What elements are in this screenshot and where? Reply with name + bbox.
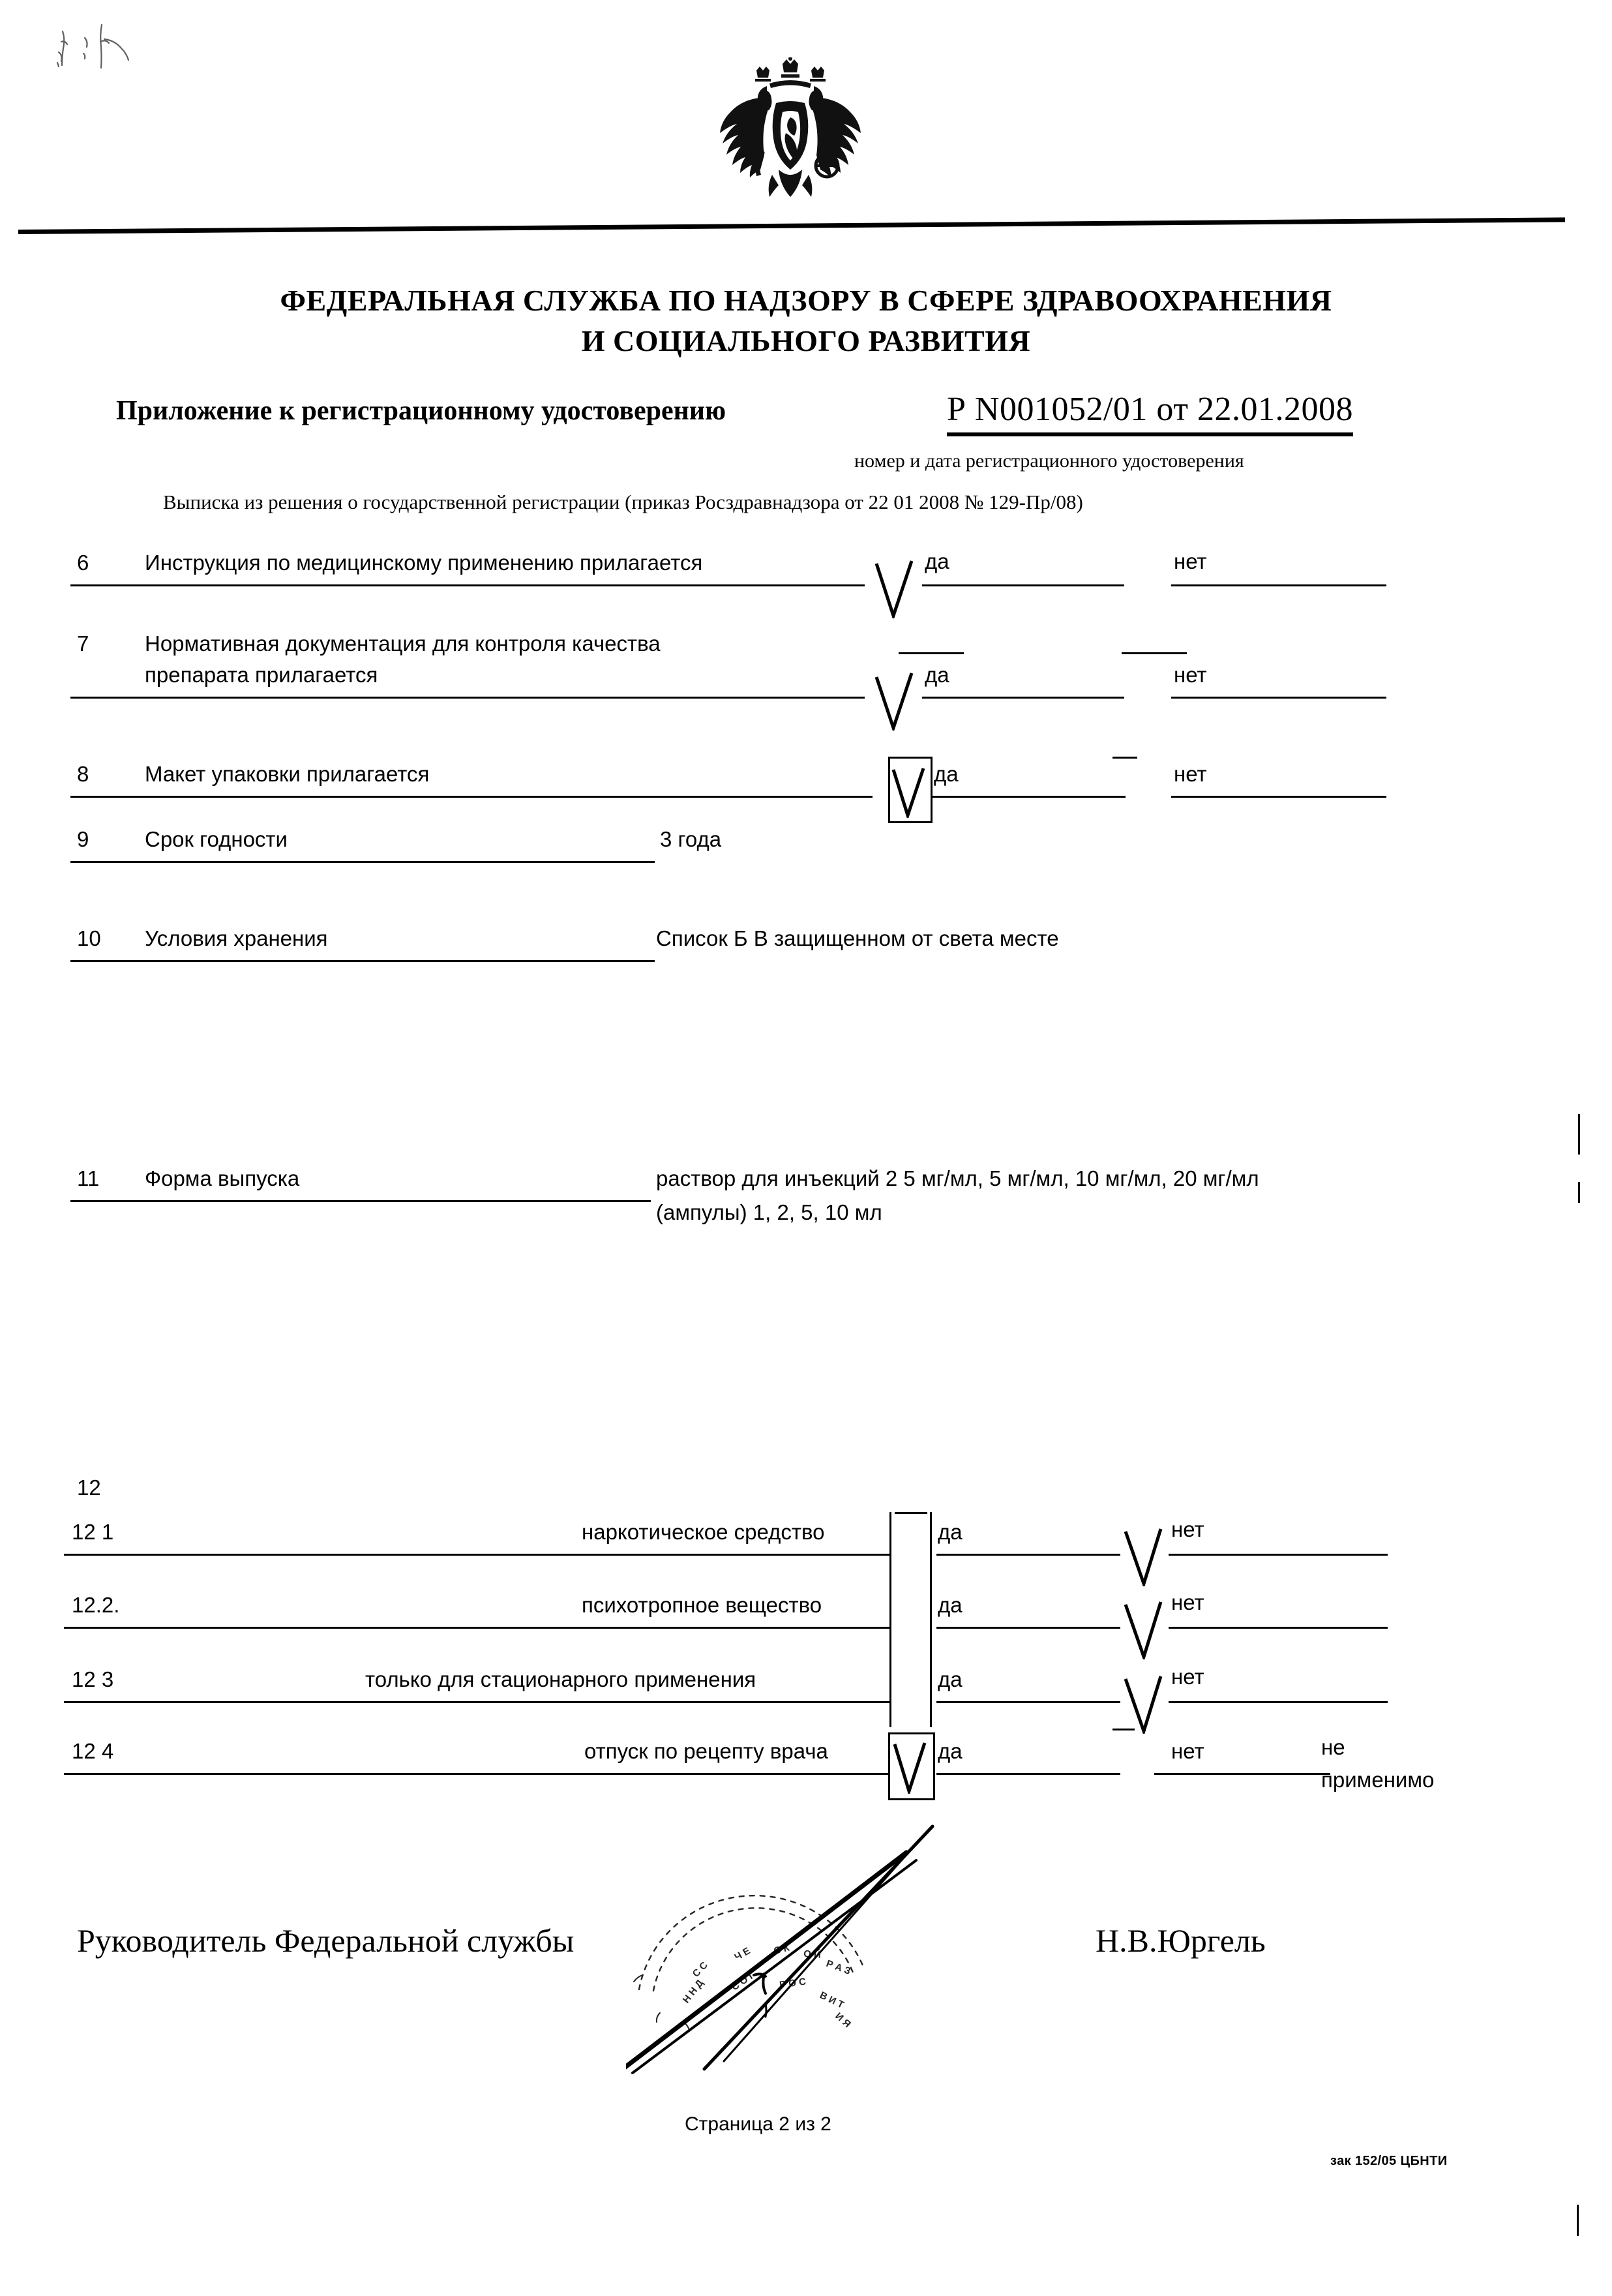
item-8-yes-label: да — [934, 762, 959, 786]
item-12-1-rule — [64, 1554, 889, 1556]
item-9-label: Срок годности — [145, 827, 288, 851]
item-12-4-checkmark-icon — [891, 1739, 929, 1794]
margin-tick-lower — [1578, 1182, 1580, 1203]
item-9-rule — [70, 861, 655, 863]
extract-statement: Выписка из решения о государственной регистрации (приказ Росздравнадзора от 22 01 2008 № 129-Пр/08) — [163, 491, 1083, 513]
item-12-4-no-label: нет — [1171, 1739, 1204, 1763]
item-6-label: Инструкция по медицинскому применению прилагается — [145, 551, 703, 575]
svg-text:Р А З: Р А З — [824, 1957, 852, 1977]
item-7-label-line2: препарата прилагается — [145, 663, 378, 687]
item-11-rule — [70, 1200, 651, 1202]
item-7-rule — [70, 697, 865, 699]
item-7-no-label: нет — [1174, 663, 1207, 687]
item-12-2-yes-label: да — [938, 1593, 963, 1617]
item-7-number: 7 — [77, 631, 89, 656]
item-11-number: 11 — [77, 1166, 100, 1190]
item-12-1-checkmark-icon — [1123, 1526, 1163, 1586]
item-12-3-number: 12 3 — [72, 1667, 114, 1691]
svg-text:С С: С С — [690, 1959, 710, 1980]
item-9-number: 9 — [77, 827, 89, 851]
item-8-label: Макет упаковки прилагается — [145, 762, 430, 786]
item-7-no-rule-top — [1122, 652, 1187, 654]
item-12-4-na-label-line2: применимо — [1321, 1768, 1435, 1792]
item-6-number: 6 — [77, 551, 89, 575]
section-12-divider-left — [889, 1512, 891, 1727]
item-11-label: Форма выпуска — [145, 1166, 300, 1190]
margin-tick-upper — [1578, 1114, 1580, 1155]
item-6-checkmark-icon — [874, 558, 914, 618]
item-6-no-label: нет — [1174, 549, 1207, 573]
organization-title-line1: ФЕДЕРАЛЬНАЯ СЛУЖБА ПО НАДЗОРУ В СФЕРЕ ЗДРАВООХРАНЕНИЯ — [280, 284, 1332, 317]
item-12-1-yes-label: да — [938, 1520, 963, 1544]
item-12-4-number: 12 4 — [72, 1739, 114, 1763]
item-7-yes-rule — [922, 697, 1124, 699]
item-6-no-rule — [1171, 584, 1386, 586]
russian-coat-of-arms-icon — [699, 57, 882, 214]
item-7-yes-label: да — [925, 663, 949, 687]
svg-text:С К: С К — [772, 1942, 791, 1957]
item-6-yes-rule — [922, 584, 1124, 586]
item-8-no-rule — [1171, 796, 1386, 798]
section-12-number: 12 — [77, 1475, 101, 1500]
item-12-2-number: 12.2. — [72, 1593, 120, 1617]
item-12-3-label: только для стационарного применения — [365, 1667, 756, 1691]
svg-text:С О Г: С О Г — [729, 1969, 757, 1993]
organization-title-line2: И СОЦИАЛЬНОГО РАЗВИТИЯ — [581, 324, 1031, 357]
item-12-2-rule — [64, 1627, 889, 1629]
item-7-yes-rule-top — [899, 652, 964, 654]
item-12-1-no-label: нет — [1171, 1517, 1204, 1541]
signatory-name: Н.В.Юргель — [1096, 1922, 1266, 1959]
margin-tick-bottom — [1577, 2205, 1579, 2236]
item-10-rule — [70, 960, 655, 962]
svg-text:И Я: И Я — [833, 2010, 853, 2031]
item-12-4-label: отпуск по рецепту врача — [584, 1739, 828, 1763]
item-12-4-na-label-line1: не — [1321, 1735, 1345, 1759]
svg-text:Ч Е: Ч Е — [732, 1945, 753, 1963]
item-7-checkmark-icon — [874, 671, 914, 731]
print-order-code: зак 152/05 ЦБНТИ — [1330, 2154, 1448, 2168]
scan-artifact-marks — [39, 13, 183, 85]
item-7-no-rule — [1171, 697, 1386, 699]
item-12-1-yes-rule — [936, 1554, 1120, 1556]
item-12-3-yes-rule — [936, 1701, 1120, 1703]
item-12-1-label: наркотическое средство — [582, 1520, 825, 1544]
item-12-4-no-rule — [1154, 1773, 1330, 1775]
item-10-number: 10 — [77, 926, 101, 950]
registration-number: Р N001052/01 от 22.01.2008 — [947, 390, 1353, 436]
item-7-label-line1: Нормативная документация для контроля качества — [145, 631, 661, 656]
registration-number-caption: номер и дата регистрационного удостоверения — [854, 450, 1244, 472]
item-12-4-yes-rule — [936, 1773, 1120, 1775]
item-12-2-checkmark-icon — [1123, 1599, 1163, 1659]
item-8-rule — [70, 796, 873, 798]
item-6-rule — [70, 584, 865, 586]
signatory-role: Руководитель Федеральной службы — [77, 1922, 575, 1959]
section-12-divider-cap — [895, 1512, 927, 1514]
svg-text:О Й: О Й — [803, 1948, 822, 1961]
item-12-3-no-rule — [1169, 1701, 1388, 1703]
item-12-2-no-label: нет — [1171, 1590, 1204, 1614]
item-12-2-label: психотропное вещество — [582, 1593, 822, 1617]
item-12-3-checkmark-icon — [1123, 1674, 1163, 1734]
item-12-4-rule — [64, 1773, 889, 1775]
item-8-no-rule-top — [1112, 757, 1137, 759]
item-11-value-line2: (ампулы) 1, 2, 5, 10 мл — [656, 1200, 882, 1224]
item-12-3-no-label: нет — [1171, 1665, 1204, 1689]
item-10-value: Список Б В защищенном от света месте — [656, 926, 1059, 950]
svg-text:В И Т: В И Т — [818, 1989, 846, 2011]
item-8-number: 8 — [77, 762, 89, 786]
header-divider — [18, 217, 1565, 234]
item-12-3-rule — [64, 1701, 889, 1703]
item-8-checkmark-icon — [889, 764, 927, 818]
item-12-4-no-rule-top — [1112, 1729, 1135, 1730]
handwritten-signature-icon — [626, 1813, 1148, 2074]
item-12-1-no-rule — [1169, 1554, 1388, 1556]
svg-text:Н Н Д: Н Н Д — [680, 1977, 706, 2006]
appendix-label: Приложение к регистрационному удостоверению — [116, 396, 726, 426]
item-6-yes-label: да — [925, 549, 949, 573]
item-11-value-line1: раствор для инъекций 2 5 мг/мл, 5 мг/мл, 10 мг/мл, 20 мг/мл — [656, 1166, 1259, 1190]
item-12-2-yes-rule — [936, 1627, 1120, 1629]
item-12-4-yes-label: да — [938, 1739, 963, 1763]
section-12-divider-right — [930, 1512, 932, 1727]
item-8-yes-rule — [933, 796, 1126, 798]
item-9-value: 3 года — [660, 827, 722, 851]
item-12-2-no-rule — [1169, 1627, 1388, 1629]
item-10-label: Условия хранения — [145, 926, 328, 950]
item-12-1-number: 12 1 — [72, 1520, 114, 1544]
item-12-3-yes-label: да — [938, 1667, 963, 1691]
page-number: Страница 2 из 2 — [685, 2113, 831, 2135]
svg-text:Р О С: Р О С — [779, 1976, 807, 1991]
item-8-no-label: нет — [1174, 762, 1207, 786]
